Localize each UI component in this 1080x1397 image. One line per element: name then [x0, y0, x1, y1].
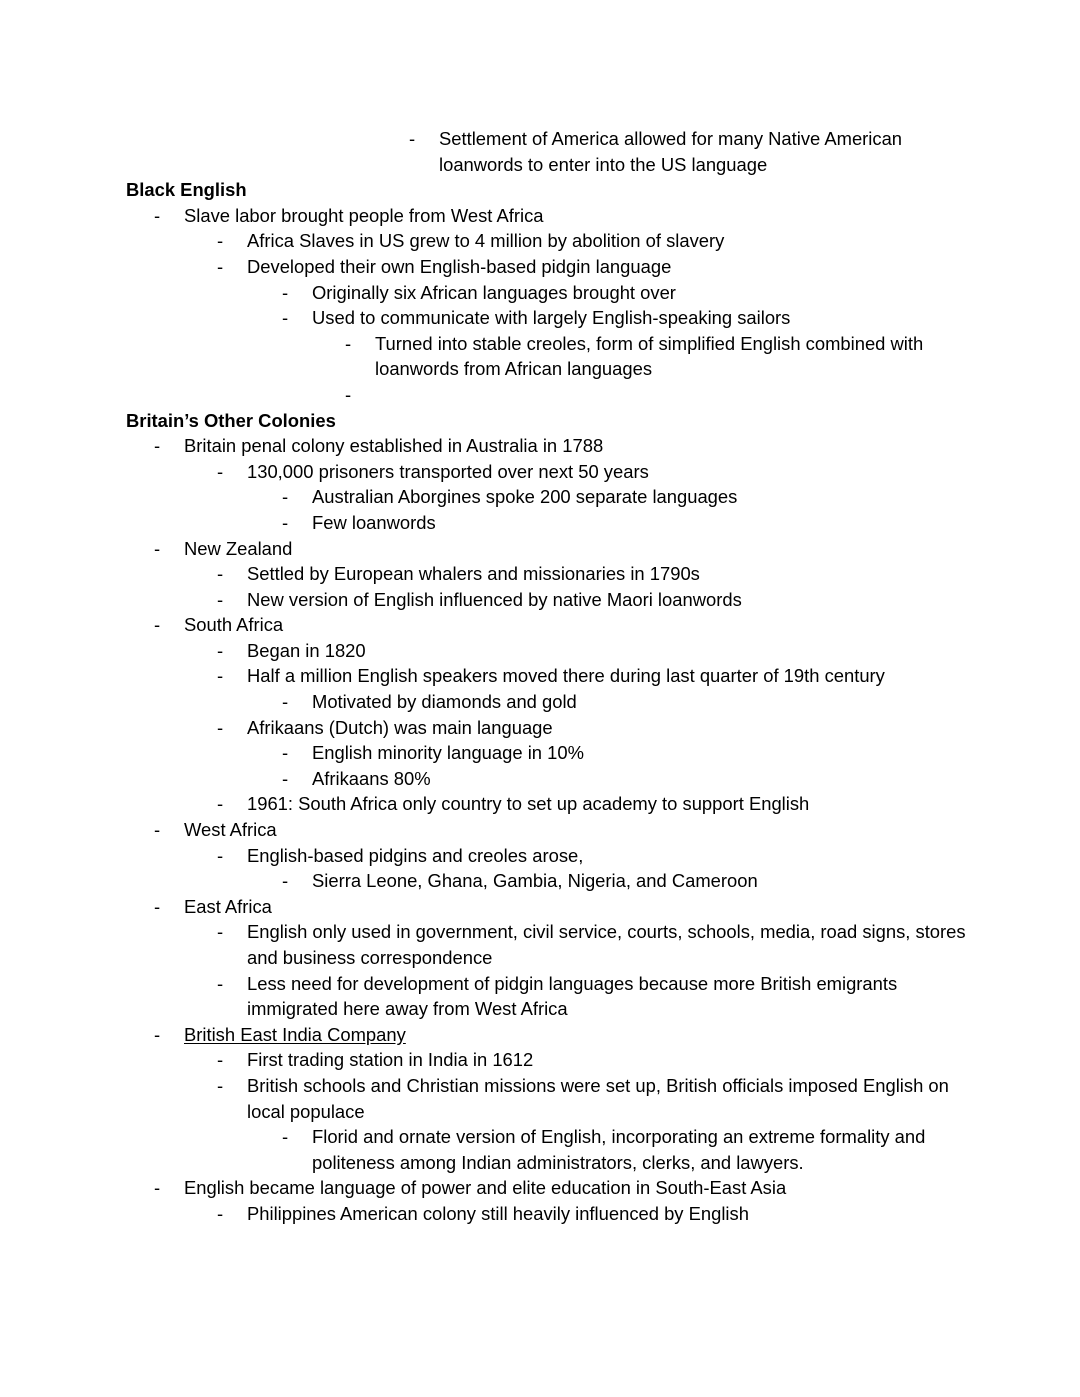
- outline-bullet-text: Half a million English speakers moved there during last quarter of 19th century: [247, 665, 885, 687]
- outline-bullet-text: Used to communicate with largely English-speaking sailors: [312, 307, 791, 329]
- outline-bullet-text: Sierra Leone, Ghana, Gambia, Nigeria, and Cameroon: [312, 870, 758, 892]
- outline-bullet-level-2: [0, 561, 1080, 587]
- outline-bullet-text: Africa Slaves in US grew to 4 million by abolition of slavery: [247, 230, 725, 252]
- outline-bullet-text: Britain penal colony established in Australia in 1788: [184, 435, 604, 457]
- outline-bullet-level-3: [0, 280, 1080, 306]
- outline-bullet-text: English minority language in 10%: [312, 742, 584, 764]
- outline-bullet-text: 1961: South Africa only country to set up academy to support English: [247, 793, 810, 815]
- bullet-dash-icon: -: [154, 895, 161, 917]
- outline-bullet-text: New Zealand: [184, 537, 293, 559]
- outline-bullet-level-2: [0, 971, 1080, 1022]
- outline-bullet-level-1: [0, 433, 1080, 459]
- outline-bullet-level-1: [0, 817, 1080, 843]
- bullet-dash-icon: -: [282, 281, 289, 303]
- bullet-dash-icon: -: [217, 844, 224, 866]
- bullet-dash-icon: -: [282, 742, 289, 764]
- bullet-dash-icon: -: [217, 1074, 224, 1096]
- outline-bullet-text: New version of English influenced by native Maori loanwords: [247, 588, 742, 610]
- outline-bullet-text: English became language of power and elite education in South-East Asia: [184, 1177, 787, 1199]
- bullet-dash-icon: -: [282, 307, 289, 329]
- bullet-dash-icon: -: [409, 128, 416, 149]
- outline-bullet-level-1: [0, 536, 1080, 562]
- outline-bullet-level-2: [0, 228, 1080, 254]
- outline-bullet-level-3: [0, 1124, 1080, 1175]
- bullet-dash-icon: -: [217, 793, 224, 815]
- outline-bullet-text: Slave labor brought people from West Africa: [184, 204, 544, 226]
- outline-bullet-level-3: [0, 484, 1080, 510]
- bullet-dash-icon: -: [282, 486, 289, 508]
- bullet-dash-icon: -: [154, 614, 161, 636]
- outline-bullet-level-1: [0, 1022, 1080, 1048]
- outline-bullet-text: Philippines American colony still heavily influenced by English: [247, 1202, 749, 1224]
- bullet-dash-icon: -: [217, 921, 224, 943]
- bullet-dash-icon: -: [282, 511, 289, 533]
- document-body: [0, 126, 1080, 1227]
- bullet-dash-icon: -: [217, 563, 224, 585]
- outline-bullet-text: Turned into stable creoles, form of simplified English combined with loanwords from African languages: [375, 332, 924, 380]
- outline-bullet-level-1: [0, 612, 1080, 638]
- bullet-dash-icon: -: [345, 383, 352, 405]
- outline-bullet-text: English-based pidgins and creoles arose,: [247, 844, 584, 866]
- outline-bullet-level-2: [0, 1047, 1080, 1073]
- outline-bullet-level-1: [0, 1175, 1080, 1201]
- bullet-dash-icon: -: [217, 665, 224, 687]
- bullet-dash-icon: -: [217, 639, 224, 661]
- outline-bullet-level-2: [0, 459, 1080, 485]
- outline-bullet-text: West Africa: [184, 819, 277, 841]
- bullet-dash-icon: -: [282, 767, 289, 789]
- outline-bullet-level-4: [0, 382, 1080, 408]
- outline-bullet-level-3: [0, 766, 1080, 792]
- bullet-dash-icon: -: [217, 1049, 224, 1071]
- outline-bullet-level-2: [0, 919, 1080, 970]
- outline-bullet-text: Began in 1820: [247, 639, 366, 661]
- outline-bullet-text: Motivated by diamonds and gold: [312, 691, 577, 713]
- outline-bullet-text: Australian Aborgines spoke 200 separate languages: [312, 486, 738, 508]
- outline-bullet-text: Few loanwords: [312, 511, 436, 533]
- bullet-dash-icon: -: [217, 255, 224, 277]
- bullet-dash-icon: -: [154, 819, 161, 841]
- outline-bullet-level-1: [0, 203, 1080, 229]
- outline-bullet-text: British East India Company: [184, 1023, 406, 1045]
- outline-bullet-level-2: [0, 715, 1080, 741]
- bullet-dash-icon: -: [217, 1202, 224, 1224]
- outline-bullet-text: Afrikaans (Dutch) was main language: [247, 716, 553, 738]
- bullet-dash-icon: -: [154, 204, 161, 226]
- outline-bullet-text: British schools and Christian missions were set up, British officials imposed English on local populace: [247, 1074, 949, 1122]
- outline-bullet-text: [375, 382, 985, 408]
- bullet-dash-icon: -: [154, 1023, 161, 1045]
- outline-bullet-text: South Africa: [184, 614, 284, 636]
- bullet-dash-icon: -: [345, 332, 352, 354]
- bullet-dash-icon: -: [217, 716, 224, 738]
- outline-bullet-level-3: [0, 510, 1080, 536]
- outline-bullet-text: 130,000 prisoners transported over next 50 years: [247, 460, 649, 482]
- outline-bullet-level-2: [0, 638, 1080, 664]
- outline-bullet-text: Florid and ornate version of English, incorporating an extreme formality and politeness among Indian administrators, clerks, and lawyers.: [312, 1126, 926, 1173]
- outline-bullet-level-3: [0, 305, 1080, 331]
- outline-bullet-level-3: [0, 740, 1080, 766]
- outline-bullet-text: East Africa: [184, 895, 272, 917]
- outline-bullet-text: Less need for development of pidgin languages because more British emigrants immigrated here away from West Africa: [247, 972, 898, 1020]
- outline-bullet-text: English only used in government, civil service, courts, schools, media, road signs, stores and business correspondence: [247, 921, 966, 968]
- bullet-dash-icon: -: [282, 691, 289, 713]
- outline-bullet-text: Settled by European whalers and missionaries in 1790s: [247, 563, 700, 585]
- outline-bullet-level-2: [0, 254, 1080, 280]
- outline-bullet-level-4: [0, 331, 1080, 382]
- bullet-dash-icon: -: [217, 460, 224, 482]
- outline-bullet-level-2: [0, 1073, 1080, 1124]
- outline-bullet-level-2: [0, 587, 1080, 613]
- outline-bullet-level-1: [0, 894, 1080, 920]
- outline-bullet-level-2: [0, 1201, 1080, 1227]
- outline-bullet-text: First trading station in India in 1612: [247, 1049, 534, 1071]
- bullet-dash-icon: -: [217, 588, 224, 610]
- section-heading: Britain’s Other Colonies: [126, 409, 336, 431]
- bullet-dash-icon: -: [154, 435, 161, 457]
- outline-bullet-level-2: [0, 663, 1080, 689]
- bullet-dash-icon: -: [282, 1126, 289, 1148]
- bullet-dash-icon: -: [282, 870, 289, 892]
- bullet-dash-icon: -: [154, 1177, 161, 1199]
- outline-bullet-text: Afrikaans 80%: [312, 767, 431, 789]
- outline-bullet-level-2: [0, 791, 1080, 817]
- outline-bullet-level-3: [0, 689, 1080, 715]
- outline-bullet-text: Developed their own English-based pidgin language: [247, 255, 672, 277]
- outline-bullet-text: Settlement of America allowed for many Native American loanwords to enter into the US language: [439, 128, 903, 175]
- bullet-dash-icon: -: [217, 972, 224, 994]
- bullet-dash-icon: -: [217, 230, 224, 252]
- bullet-dash-icon: -: [154, 537, 161, 559]
- section-heading: Black English: [126, 179, 247, 201]
- outline-bullet-level-5: [0, 126, 1080, 177]
- outline-bullet-level-3: [0, 868, 1080, 894]
- outline-bullet-level-2: [0, 843, 1080, 869]
- outline-bullet-text: Originally six African languages brought over: [312, 281, 676, 303]
